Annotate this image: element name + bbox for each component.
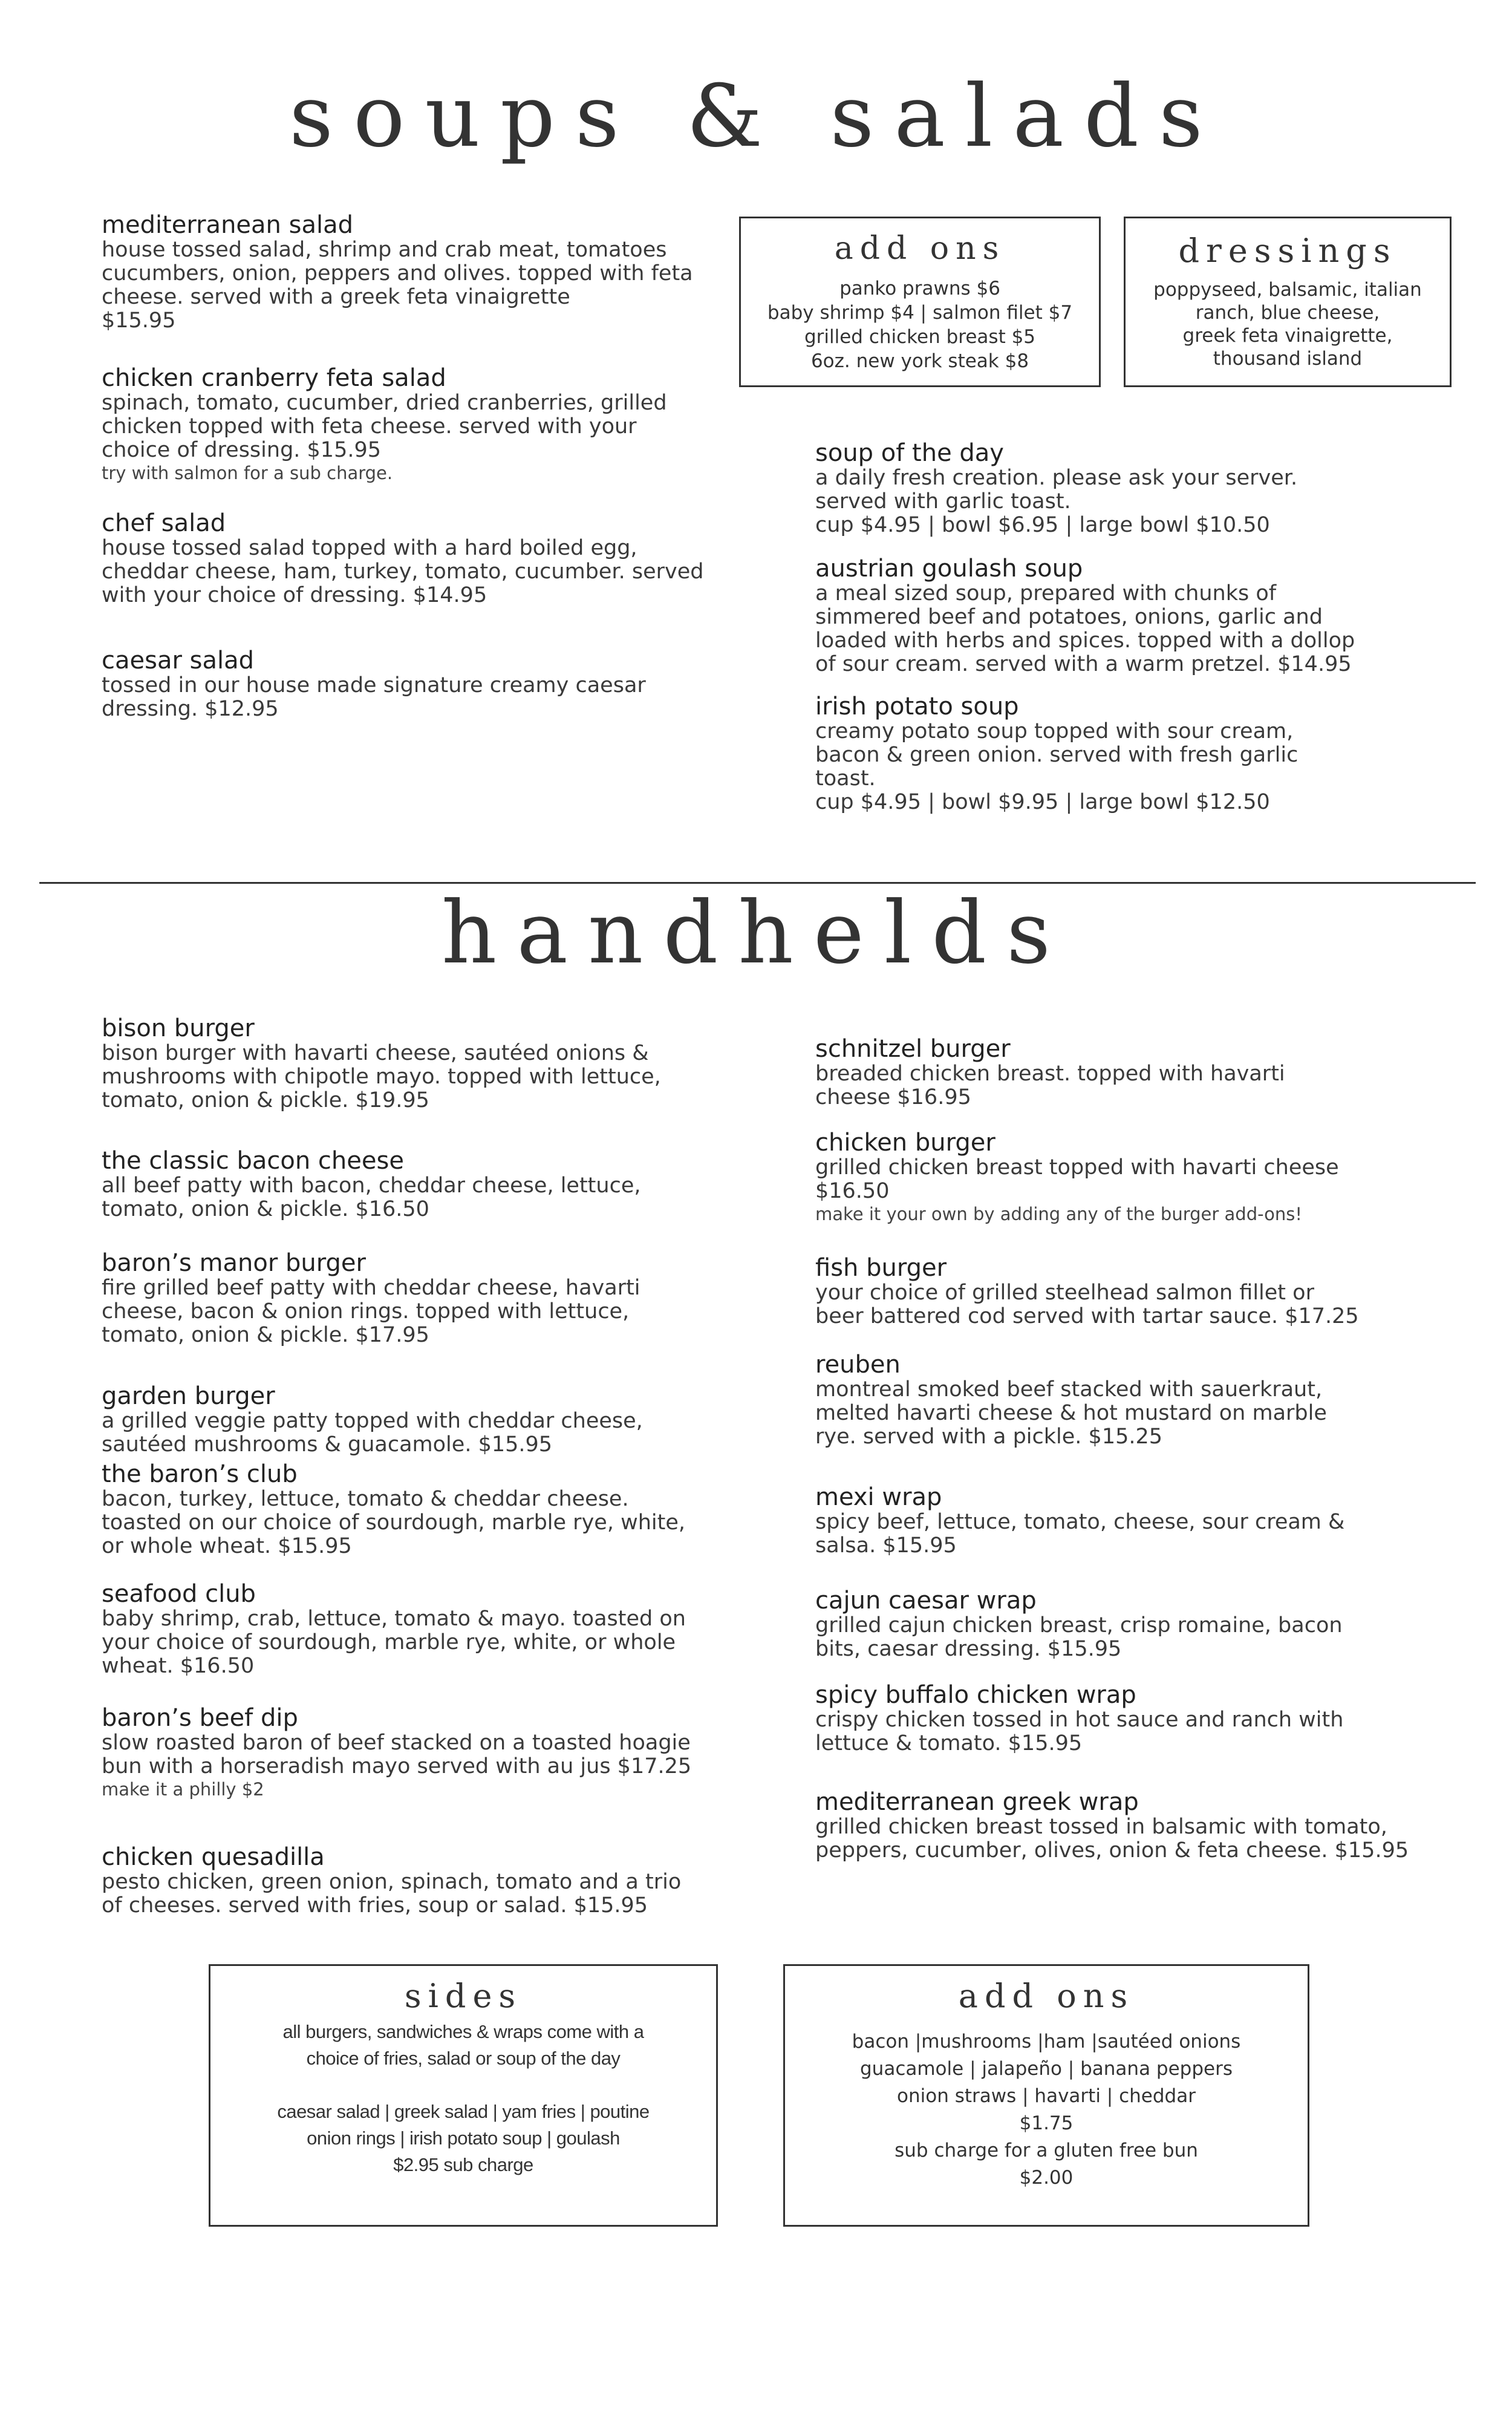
item-name: irish potato soup: [815, 693, 1019, 720]
item-price: cup $4.95 | bowl $6.95 | large bowl $10.50: [815, 513, 1270, 537]
menu-item-spicy-buffalo-chicken-wrap: [815, 1682, 1360, 1755]
item-name: spicy buffalo chicken wrap: [815, 1681, 1136, 1709]
menu-item-barons-beef-dip: [102, 1705, 706, 1800]
add-on-line: guacamole | jalapeño | banana peppers: [860, 2058, 1233, 2080]
item-name: bison burger: [102, 1014, 255, 1042]
menu-item-soup-of-the-day: [815, 440, 1360, 537]
item-description: a grilled veggie patty topped with cheddar cheese, sautéed mushrooms & guacamole. $15.95: [102, 1409, 643, 1457]
item-name: caesar salad: [102, 647, 254, 674]
item-name: mediterranean salad: [102, 211, 353, 239]
item-description: pesto chicken, green onion, spinach, tomato and a trio of cheeses. served with fries, soup or salad. $15.95: [102, 1870, 682, 1918]
add-on-price: $1.75: [1019, 2112, 1074, 2134]
menu-item-classic-bacon-cheese: [102, 1148, 706, 1221]
add-on-line: 6oz. new york steak $8: [810, 350, 1029, 372]
menu-item-bison-burger: [102, 1015, 706, 1112]
dressing-line: thousand island: [1213, 348, 1363, 370]
sides-line: all burgers, sandwiches & wraps come with a: [282, 2021, 644, 2042]
menu-item-cajun-caesar-wrap: [815, 1587, 1360, 1661]
item-name: schnitzel burger: [815, 1035, 1011, 1063]
item-description: breaded chicken breast. topped with havarti cheese $16.95: [815, 1062, 1285, 1109]
item-name: fish burger: [815, 1254, 947, 1282]
sides-line: caesar salad | greek salad | yam fries | poutine: [277, 2101, 650, 2122]
menu-item-barons-club: [102, 1461, 706, 1558]
item-description: spicy beef, lettuce, tomato, cheese, sour cream & salsa. $15.95: [815, 1510, 1345, 1558]
menu-item-mediterranean-salad: [102, 212, 706, 333]
dressing-line: greek feta vinaigrette,: [1182, 325, 1393, 347]
sides-line: onion rings | irish potato soup | goulash: [307, 2128, 620, 2149]
item-name: soup of the day: [815, 439, 1004, 467]
dressings-box: [1124, 217, 1452, 387]
item-description: a daily fresh creation. please ask your server. served with garlic toast.: [815, 466, 1298, 514]
sides-line: [210, 2072, 716, 2098]
item-name: the baron’s club: [102, 1460, 298, 1488]
item-name: seafood club: [102, 1580, 256, 1608]
item-name: baron’s manor burger: [102, 1249, 366, 1277]
menu-item-reuben: [815, 1351, 1360, 1449]
menu-item-irish-potato-soup: [815, 693, 1360, 814]
soups-salads-title: soups & salads: [289, 67, 1223, 166]
item-description: grilled chicken breast tossed in balsamic with tomato, peppers, cucumber, olives, onion & feta cheese. $15.95: [815, 1815, 1409, 1863]
sides-line: $2.95 sub charge: [393, 2154, 533, 2175]
add-on-line: panko prawns $6: [839, 278, 1000, 299]
item-description: spinach, tomato, cucumber, dried cranberries, grilled chicken topped with feta cheese. served with your choice of dressing. $15.95: [102, 391, 667, 462]
add-on-line: baby shrimp $4 | salmon filet $7: [767, 302, 1073, 324]
item-name: chicken burger: [815, 1129, 996, 1157]
item-description: slow roasted baron of beef stacked on a toasted hoagie bun with a horseradish mayo served with au jus $17.25: [102, 1731, 692, 1778]
item-name: garden burger: [102, 1382, 275, 1410]
menu-item-fish-burger: [815, 1255, 1360, 1328]
menu-item-caesar-salad: [102, 647, 694, 721]
add-on-line: onion straws | havarti | cheddar: [897, 2085, 1196, 2107]
add-ons-box: [739, 217, 1101, 387]
item-description: crispy chicken tossed in hot sauce and ranch with lettuce & tomato. $15.95: [815, 1708, 1344, 1755]
item-description: your choice of grilled steelhead salmon fillet or beer battered cod served with tartar sauce. $17.25: [815, 1281, 1359, 1328]
item-description: creamy potato soup topped with sour cream, bacon & green onion. served with fresh garlic toast.: [815, 719, 1299, 791]
add-ons-burger-box: [783, 1964, 1309, 2227]
item-name: reuben: [815, 1351, 901, 1379]
menu-item-mexi-wrap: [815, 1484, 1360, 1558]
item-name: chicken quesadilla: [102, 1843, 325, 1871]
menu-item-chef-salad: [102, 510, 706, 607]
menu-item-chicken-cranberry-feta-salad: [102, 365, 694, 484]
item-name: mediterranean greek wrap: [815, 1788, 1139, 1816]
item-description: house tossed salad topped with a hard boiled egg, cheddar cheese, ham, turkey, tomato, cucumber. served with your choice of dressing. $14.95: [102, 536, 704, 607]
add-on-line: grilled chicken breast $5: [804, 326, 1036, 348]
item-description: grilled chicken breast topped with havarti cheese $16.50: [815, 1155, 1339, 1203]
item-name: chef salad: [102, 509, 226, 537]
menu-item-austrian-goulash-soup: [815, 555, 1360, 676]
item-description: fire grilled beef patty with cheddar cheese, havarti cheese, bacon & onion rings. topped with lettuce, tomato, onion & pickle. $17.95: [102, 1276, 640, 1347]
sides-box: [209, 1964, 718, 2227]
add-on-line: sub charge for a gluten free bun: [894, 2140, 1198, 2161]
item-price: $15.95: [102, 309, 176, 333]
item-price: cup $4.95 | bowl $9.95 | large bowl $12.50: [815, 790, 1270, 814]
item-name: the classic bacon cheese: [102, 1147, 404, 1175]
add-ons-title: add ons: [958, 1977, 1135, 2015]
dressing-line: poppyseed, balsamic, italian: [1153, 279, 1422, 301]
item-description: a meal sized soup, prepared with chunks of simmered beef and potatoes, onions, garlic and loaded with herbs and spices. topped with a dollop of sour cream. served with a warm pretzel. $14.95: [815, 581, 1355, 676]
menu-item-barons-manor-burger: [102, 1250, 706, 1347]
item-description: baby shrimp, crab, lettuce, tomato & mayo. toasted on your choice of sourdough, marble rye, white, or whole wheat. $16.50: [102, 1607, 686, 1678]
item-note: try with salmon for a sub charge.: [102, 463, 393, 483]
handhelds-title: handhelds: [441, 883, 1071, 983]
menu-item-garden-burger: [102, 1383, 706, 1457]
sides-line: choice of fries, salad or soup of the day: [306, 2048, 621, 2069]
menu-item-mediterranean-greek-wrap: [815, 1789, 1420, 1863]
item-note: make it your own by adding any of the burger add-ons!: [815, 1204, 1302, 1224]
item-description: all beef patty with bacon, cheddar cheese, lettuce, tomato, onion & pickle. $16.50: [102, 1174, 641, 1221]
item-description: house tossed salad, shrimp and crab meat, tomatoes cucumbers, onion, peppers and olives. topped with feta cheese. served with a greek feta vinaigrette: [102, 238, 693, 309]
menu-item-chicken-quesadilla: [102, 1844, 706, 1918]
sides-title: sides: [404, 1977, 523, 2015]
item-description: grilled cajun chicken breast, crisp romaine, bacon bits, caesar dressing. $15.95: [815, 1613, 1343, 1661]
item-name: cajun caesar wrap: [815, 1587, 1037, 1615]
item-name: chicken cranberry feta salad: [102, 364, 446, 392]
item-note: make it a philly $2: [102, 1779, 264, 1800]
item-description: bacon, turkey, lettuce, tomato & cheddar cheese. toasted on our choice of sourdough, marble rye, white, or whole wheat. $15.95: [102, 1487, 685, 1558]
menu-item-seafood-club: [102, 1581, 706, 1678]
dressing-line: ranch, blue cheese,: [1195, 302, 1380, 324]
item-description: tossed in our house made signature creamy caesar dressing. $12.95: [102, 673, 646, 721]
menu-item-chicken-burger: [815, 1129, 1360, 1225]
add-ons-title: add ons: [834, 230, 1006, 267]
add-on-price: $2.00: [1019, 2167, 1074, 2189]
add-on-line: bacon |mushrooms |ham |sautéed onions: [852, 2031, 1241, 2052]
item-name: baron’s beef dip: [102, 1704, 298, 1732]
item-name: mexi wrap: [815, 1483, 942, 1511]
item-description: montreal smoked beef stacked with sauerkraut, melted havarti cheese & hot mustard on marble rye. served with a pickle. $15.25: [815, 1377, 1327, 1449]
dressings-title: dressings: [1178, 232, 1397, 270]
menu-item-schnitzel-burger: [815, 1036, 1360, 1109]
item-description: bison burger with havarti cheese, sautéed onions & mushrooms with chipotle mayo. topped with lettuce, tomato, onion & pickle. $19.95: [102, 1041, 661, 1112]
item-name: austrian goulash soup: [815, 555, 1083, 583]
